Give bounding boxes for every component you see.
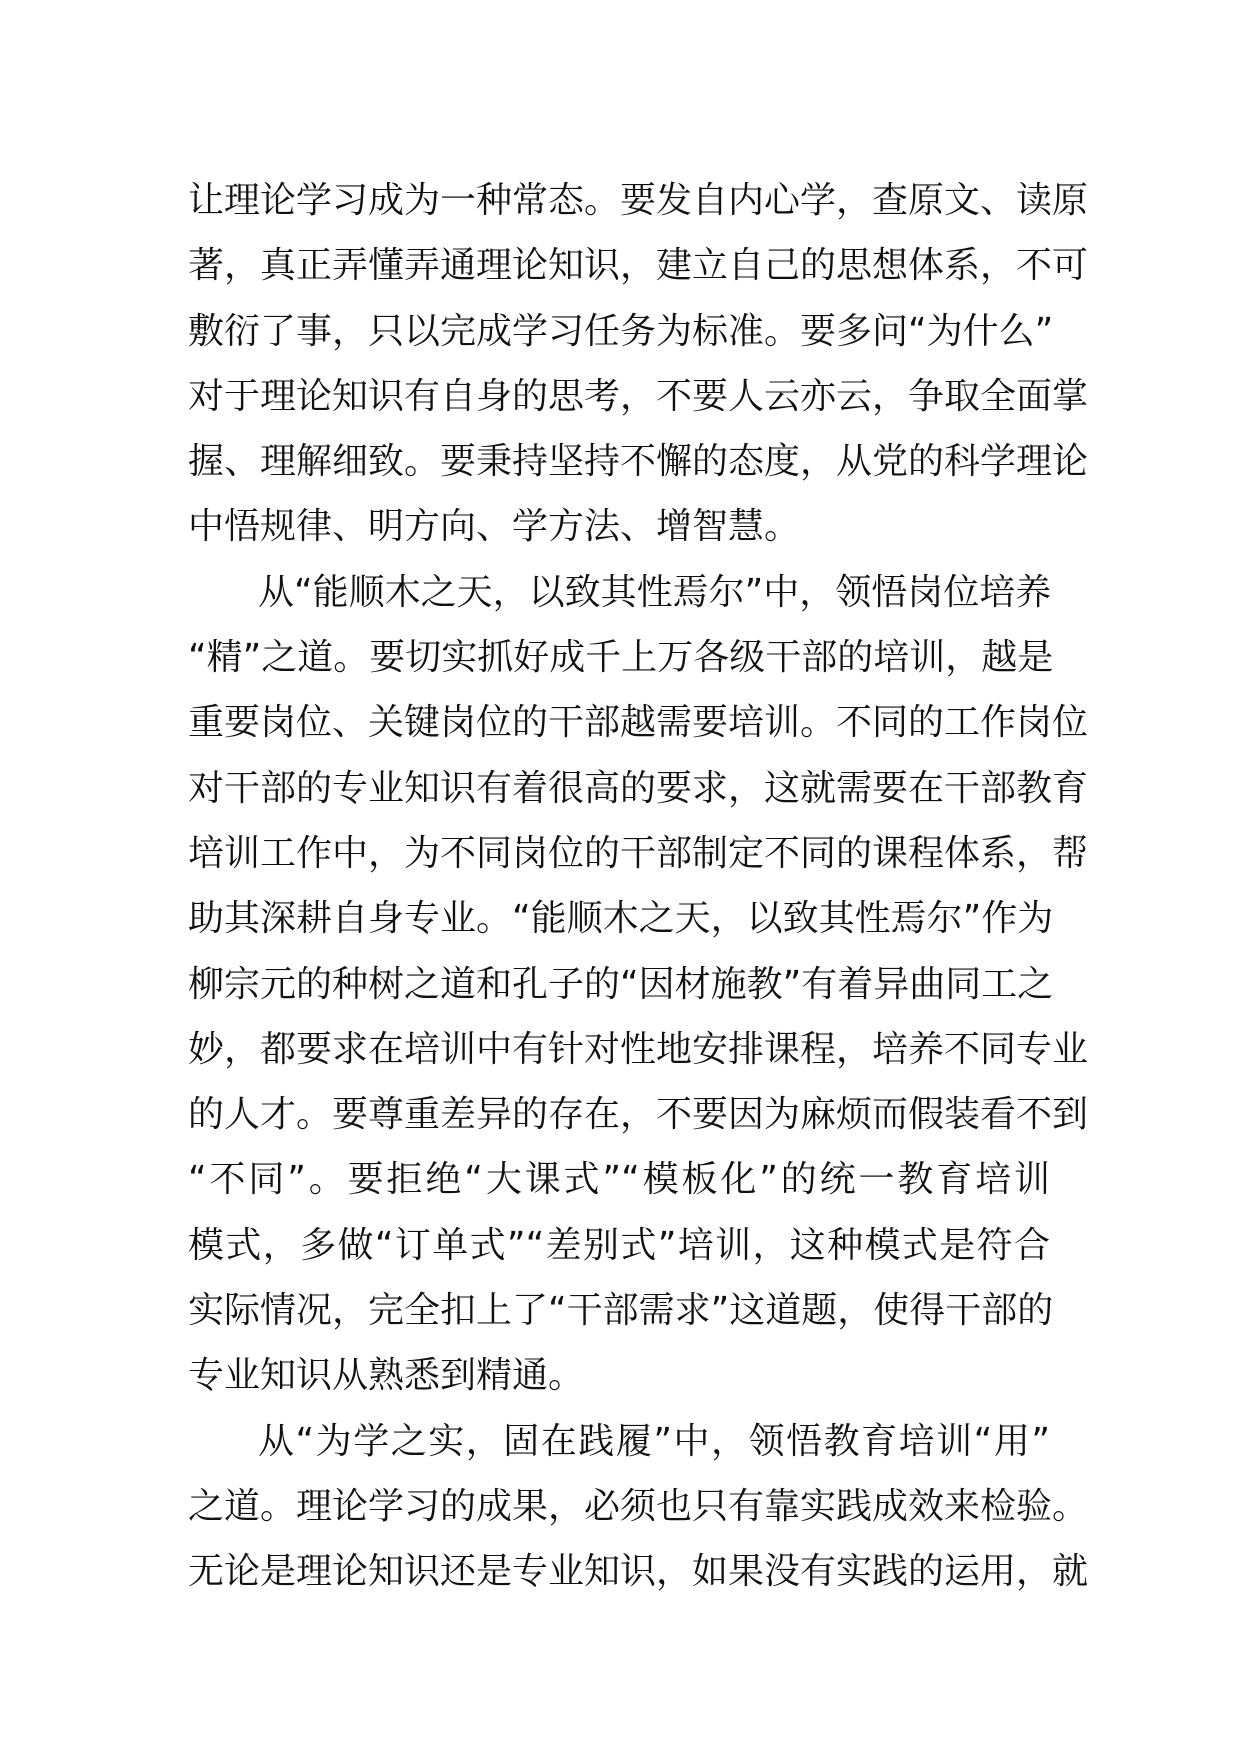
paragraph-start-line: 从“为学之实，固在践履”中，领悟教育培训“用” xyxy=(258,1420,1050,1462)
text-line: 重要岗位、关键岗位的干部越需要培训。不同的工作岗位 xyxy=(188,702,1089,744)
text-line: 培训工作中，为不同岗位的干部制定不同的课程体系，帮 xyxy=(188,832,1089,874)
text-line: 对干部的专业知识有着很高的要求，这就需要在干部教育 xyxy=(188,767,1089,809)
text-line: 无论是理论知识还是专业知识，如果没有实践的运用，就 xyxy=(188,1551,1089,1593)
text-line: 之道。理论学习的成果，必须也只有靠实践成效来检验。 xyxy=(188,1485,1089,1527)
body-text xyxy=(188,168,1089,1605)
text-line: 实际情况，完全扣上了“干部需求”这道题，使得干部的 xyxy=(188,1290,1054,1332)
text-line: 对于理论知识有自身的思考，不要人云亦云，争取全面掌 xyxy=(188,375,1089,417)
text-line: 专业知识从熟悉到精通。 xyxy=(188,1355,585,1397)
text-line: 握、理解细致。要秉持坚持不懈的态度，从党的科学理论 xyxy=(188,441,1089,483)
paragraph-start-line: 从“能顺木之天，以致其性焉尔”中，领悟岗位培养 xyxy=(258,571,1052,613)
text-line: 模式，多做“订单式”“差别式”培训，这种模式是符合 xyxy=(188,1224,1050,1266)
text-line: 敷衍了事，只以完成学习任务为标准。要多问“为什么” xyxy=(188,310,1054,352)
text-line: “不同”。要拒绝“大课式”“模板化”的统一教育培训 xyxy=(188,1159,1050,1201)
text-line: 助其深耕自身专业。“能顺木之天，以致其性焉尔”作为 xyxy=(188,898,1054,940)
text-line: 柳宗元的种树之道和孔子的“因材施教”有着异曲同工之 xyxy=(188,963,1054,1005)
text-line: 妙，都要求在培训中有针对性地安排课程，培养不同专业 xyxy=(188,1028,1089,1070)
text-line: 让理论学习成为一种常态。要发自内心学，查原文、读原 xyxy=(188,180,1089,221)
text-line: “精”之道。要切实抓好成千上万各级干部的培训，越是 xyxy=(188,637,1054,679)
text-line: 著，真正弄懂弄通理论知识，建立自己的思想体系，不可 xyxy=(188,245,1089,287)
text-line: 的人才。要尊重差异的存在，不要因为麻烦而假装看不到 xyxy=(188,1094,1089,1136)
text-line: 中悟规律、明方向、学方法、增智慧。 xyxy=(188,506,801,548)
